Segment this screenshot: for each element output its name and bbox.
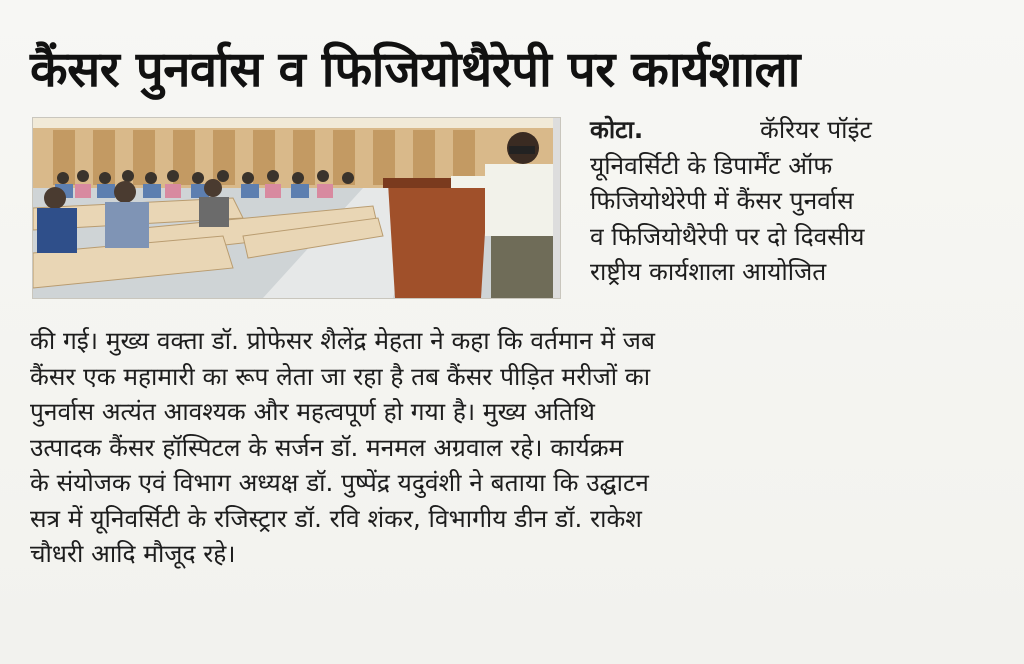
body-line: की गई। मुख्य वक्ता डॉ. प्रोफेसर शैलेंद्र मेहता ने कहा कि वर्तमान में जब <box>30 326 655 355</box>
body-line: कैंसर एक महामारी का रूप लेता जा रहा है तब कैंसर पीड़ित मरीजों का <box>30 361 651 391</box>
body-line: चौधरी आदि मौजूद रहे। <box>30 539 236 568</box>
side-line-text: यूनिवर्सिटी के डिपार्मेंट ऑफ <box>590 150 833 180</box>
body-line: उत्पादक कैंसर हॉस्पिटल के सर्जन डॉ. मनमल अग्रवाल रहे। कार्यक्रम <box>30 432 624 462</box>
body-line: सत्र में यूनिवर्सिटी के रजिस्ट्रार डॉ. रवि शंकर, विभागीय डीन डॉ. राकेश <box>30 503 642 533</box>
side-column-text <box>590 112 1010 290</box>
body-text <box>30 323 1010 572</box>
body-line: के संयोजक एवं विभाग अध्यक्ष डॉ. पुष्पेंद्र यदुवंशी ने बताया कि उद्घाटन <box>30 468 649 497</box>
side-line <box>590 183 1010 219</box>
headline: कैंसर पुनर्वास व फिजियोथैरेपी पर कार्यशाला <box>30 41 800 98</box>
side-line-text: कॅरियर पॉइंट <box>760 115 872 144</box>
side-line-text: फिजियोथेरेपी में कैंसर पुनर्वास <box>590 186 854 215</box>
side-line <box>590 219 1010 255</box>
dateline: कोटा. <box>590 115 644 144</box>
side-line-text: व फिजियोथैरेपी पर दो दिवसीय <box>590 221 865 251</box>
workshop-photo <box>32 117 561 299</box>
body-line: पुनर्वास अत्यंत आवश्यक और महत्वपूर्ण हो गया है। मुख्य अतिथि <box>30 397 595 426</box>
side-line-text: राष्ट्रीय कार्यशाला आयोजित <box>590 257 827 286</box>
side-line <box>590 112 1010 148</box>
side-line <box>590 254 1010 290</box>
side-line <box>590 148 1010 184</box>
